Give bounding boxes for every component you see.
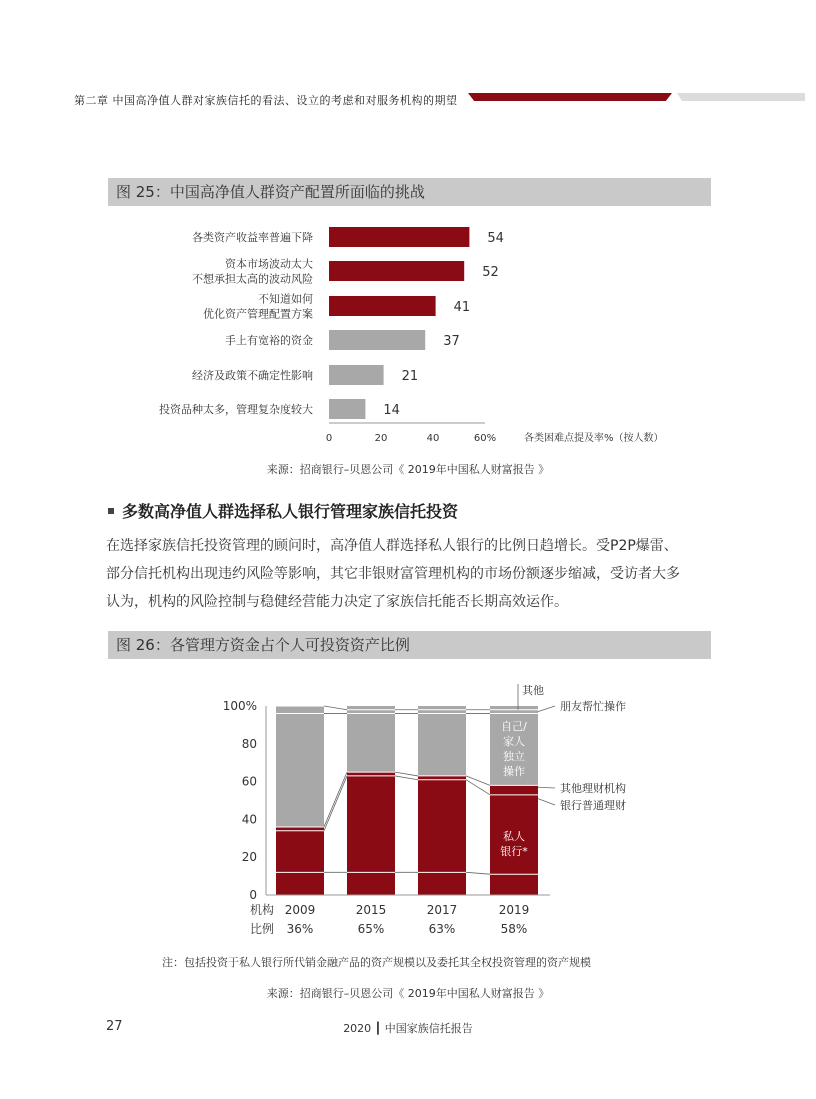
fig25-x-tick-label: 60% bbox=[473, 433, 497, 444]
fig26-connector-line bbox=[324, 772, 347, 827]
section-paragraph bbox=[106, 532, 716, 616]
fig25-bar bbox=[329, 261, 464, 281]
fig26-y-tick-label: 0 bbox=[249, 888, 257, 902]
fig25-value-label: 21 bbox=[401, 369, 419, 384]
fig25-chart bbox=[100, 215, 720, 455]
fig25-value-label: 54 bbox=[487, 231, 504, 246]
footer-title: 2020 ┃ 中国家族信托报告 bbox=[343, 1022, 473, 1035]
fig26-title: 图 26：各管理方资金占个人可投资资产比例 bbox=[108, 631, 711, 659]
page-number: 27 bbox=[106, 1019, 123, 1034]
fig26-category-label: 2019 bbox=[498, 903, 530, 917]
fig26-y-tick-label: 20 bbox=[241, 850, 257, 865]
fig26-bar-segment bbox=[490, 874, 538, 895]
fig26-category-label: 2009 bbox=[284, 903, 316, 917]
fig26-bar-segment bbox=[347, 714, 395, 773]
fig26-callout-line bbox=[538, 787, 555, 788]
fig26-row-label: 比例 bbox=[250, 922, 275, 936]
fig26-bar-segment bbox=[276, 827, 324, 831]
section-heading bbox=[108, 499, 458, 522]
fig26-legend-label: 朋友帮忙操作 bbox=[560, 700, 626, 713]
fig26-y-tick-label: 100% bbox=[222, 699, 257, 713]
fig25-value-label: 52 bbox=[482, 265, 499, 280]
header-red-stripe bbox=[468, 93, 672, 101]
fig26-callout-line bbox=[538, 799, 555, 805]
fig25-category-label: 不知道如何 bbox=[258, 292, 313, 306]
fig26-bar-segment bbox=[490, 785, 538, 794]
fig25-source: 来源：招商银行–贝恩公司《 2019年中国私人财富报告 》 bbox=[266, 463, 550, 476]
fig26-legend-label: 其他 bbox=[522, 684, 544, 697]
fig26-total-label: 36% bbox=[286, 922, 314, 936]
fig26-inbar-label: 银行* bbox=[500, 845, 528, 858]
fig26-inbar-label: 私人 bbox=[503, 830, 525, 843]
fig25-x-axis-label: 各类困难点提及率%（按人数） bbox=[524, 433, 664, 444]
fig25-bar bbox=[329, 296, 436, 316]
bullet-square-icon bbox=[108, 508, 114, 514]
fig26-bar-segment bbox=[276, 872, 324, 895]
fig26-bar-segment bbox=[418, 780, 466, 873]
fig26-total-label: 65% bbox=[357, 922, 385, 936]
fig25-x-tick-label: 40 bbox=[426, 433, 440, 444]
fig26-bar-segment bbox=[276, 714, 324, 827]
fig26-bar-segment bbox=[418, 776, 466, 780]
fig26-legend-label: 其他理财机构 bbox=[560, 782, 626, 795]
paragraph-line: 在选择家族信托投资管理的顾问时，高净值人群选择私人银行的比例日趋增长。受P2P爆雷、 bbox=[106, 538, 678, 554]
fig26-inbar-label: 家人 bbox=[503, 735, 525, 748]
fig25-category-label: 投资品种太多，管理复杂度较大 bbox=[159, 403, 313, 416]
fig25-x-tick-label: 20 bbox=[374, 433, 388, 444]
paragraph-line: 认为，机构的风险控制与稳健经营能力决定了家族信托能否长期高效运作。 bbox=[106, 594, 568, 610]
fig25-category-label: 手上有宽裕的资金 bbox=[225, 334, 313, 347]
fig26-chart bbox=[200, 676, 680, 946]
fig25-bar bbox=[329, 227, 469, 247]
fig26-bar-segment bbox=[347, 776, 395, 872]
fig26-connector-line bbox=[324, 706, 347, 710]
fig26-total-label: 63% bbox=[428, 922, 456, 936]
fig26-connector-line bbox=[395, 776, 418, 780]
fig26-connector-line bbox=[395, 772, 418, 776]
fig26-bar-segment bbox=[347, 872, 395, 895]
fig26-connector-line bbox=[466, 780, 490, 795]
paragraph-line: 部分信托机构出现违约风险等影响，其它非银财富管理机构的市场份额逐步缩减，受访者大多 bbox=[106, 566, 680, 582]
fig26-bar-segment bbox=[418, 872, 466, 895]
fig26-inbar-label: 独立 bbox=[503, 750, 525, 763]
fig25-category-label: 不想承担太高的波动风险 bbox=[192, 272, 313, 286]
fig26-connector-line bbox=[466, 776, 490, 785]
fig26-bar-segment bbox=[490, 710, 538, 714]
fig26-callout-line bbox=[538, 706, 555, 712]
fig26-bar-segment bbox=[418, 714, 466, 776]
fig26-row-label: 机构 bbox=[250, 903, 275, 917]
fig26-total-label: 58% bbox=[500, 922, 528, 936]
fig26-y-tick-label: 40 bbox=[241, 812, 257, 827]
fig26-bar-segment bbox=[490, 706, 538, 710]
fig26-connector-line bbox=[324, 776, 347, 831]
fig25-category-label: 经济及政策不确定性影响 bbox=[192, 369, 313, 382]
fig26-note: 注：包括投资于私人银行所代销金融产品的资产规模以及委托其全权投资管理的资产规模 bbox=[162, 956, 591, 969]
fig25-value-label: 37 bbox=[443, 334, 460, 349]
fig25-bar bbox=[329, 399, 365, 419]
fig26-bar-segment bbox=[347, 772, 395, 776]
fig26-y-tick-label: 60 bbox=[241, 774, 257, 789]
fig25-value-label: 14 bbox=[383, 403, 400, 418]
fig26-inbar-label: 操作 bbox=[503, 765, 525, 778]
fig25-x-tick-label: 0 bbox=[325, 433, 333, 444]
fig26-bar-segment bbox=[276, 706, 324, 714]
fig25-title: 图 25：中国高净值人群资产配置所面临的挑战 bbox=[108, 178, 711, 206]
fig25-category-label: 资本市场波动太大 bbox=[225, 257, 313, 271]
fig26-bar-segment bbox=[276, 831, 324, 873]
fig26-category-label: 2017 bbox=[426, 903, 458, 917]
fig26-category-label: 2015 bbox=[355, 903, 387, 917]
fig26-bar-segment bbox=[347, 706, 395, 710]
fig25-value-label: 41 bbox=[453, 300, 471, 315]
fig26-connector-line bbox=[466, 872, 490, 874]
fig26-source: 来源：招商银行–贝恩公司《 2019年中国私人财富报告 》 bbox=[266, 987, 550, 1000]
fig25-category-label: 优化资产管理配置方案 bbox=[203, 307, 313, 321]
fig26-legend-label: 银行普通理财 bbox=[560, 799, 626, 812]
fig26-bar-segment bbox=[347, 710, 395, 714]
section-heading-text: 多数高净值人群选择私人银行管理家族信托投资 bbox=[122, 502, 459, 521]
fig26-y-tick-label: 80 bbox=[241, 736, 257, 751]
fig26-inbar-label: 自己/ bbox=[501, 720, 527, 733]
fig26-bar-segment bbox=[418, 710, 466, 714]
fig25-category-label: 各类资产收益率普遍下降 bbox=[192, 231, 313, 244]
fig26-bar-segment bbox=[418, 706, 466, 710]
chapter-header: 第二章 中国高净值人群对家族信托的看法、设立的考虑和对服务机构的期望 bbox=[74, 94, 458, 107]
fig25-bar bbox=[329, 365, 384, 385]
header-gray-stripe bbox=[677, 93, 805, 101]
fig25-bar bbox=[329, 330, 425, 350]
